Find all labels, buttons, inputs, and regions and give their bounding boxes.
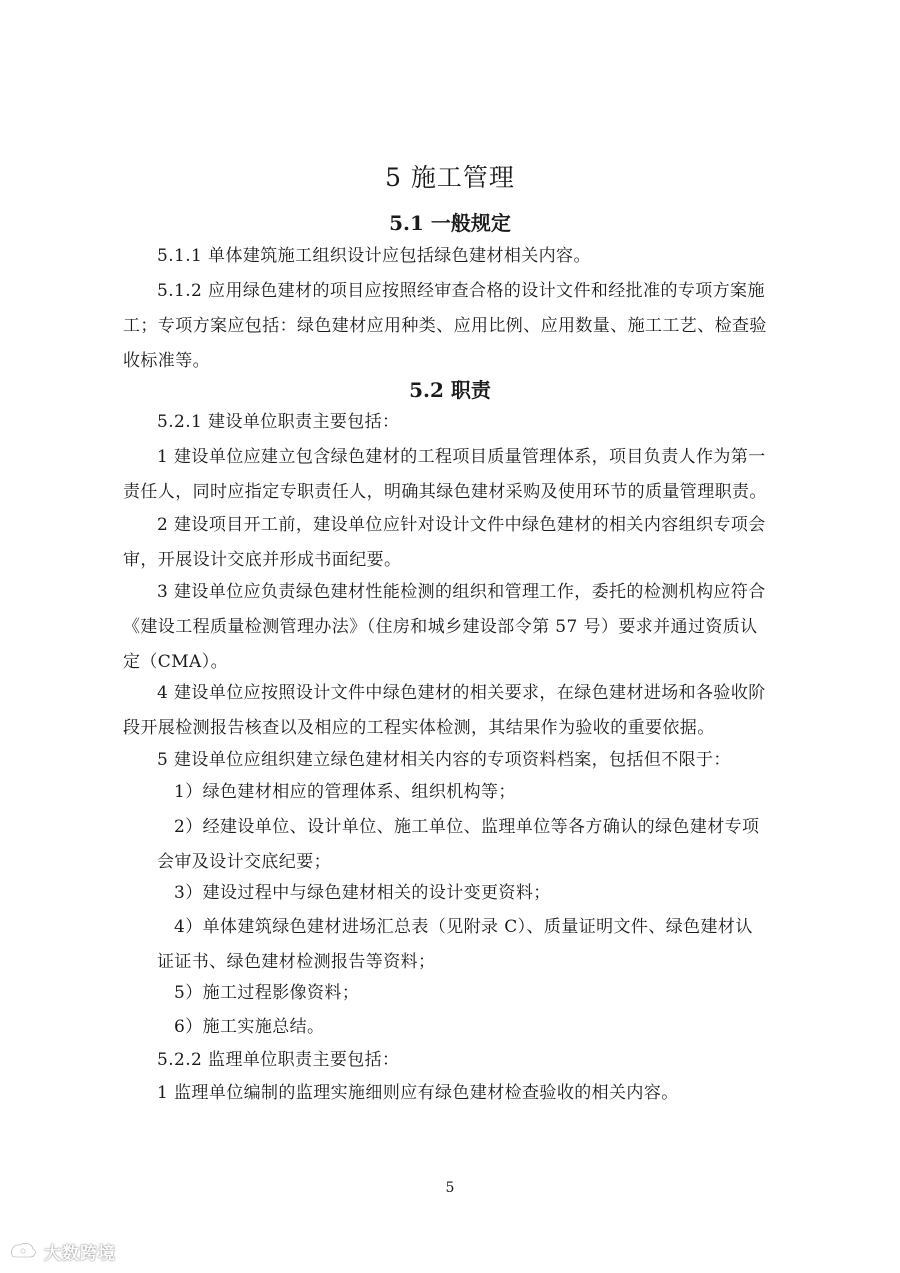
text-line: 3 建设单位应负责绿色建材性能检测的组织和管理工作，委托的检测机构应符合: [157, 582, 766, 602]
list-item-1: [123, 440, 793, 510]
text-line: 6）施工实施总结。: [174, 1017, 325, 1037]
list-item-3: [123, 575, 793, 680]
section-title-5-1: 5.1 一般规定: [389, 211, 511, 235]
text-line: 5.2.1 建设单位职责主要包括：: [157, 412, 400, 432]
section-title-5-2: 5.2 职责: [409, 378, 491, 402]
sub-item-2: [123, 810, 793, 880]
text-line: 1）绿色建材相应的管理体系、组织机构等；: [174, 782, 516, 802]
clause-5-1-1: [123, 239, 827, 274]
text-line: 5）施工过程影像资料；: [174, 983, 360, 1003]
text-line: 会审及设计交底纪要；: [157, 852, 331, 872]
text-line: 工；专项方案应包括：绿色建材应用种类、应用比例、应用数量、施工工艺、检查验: [123, 316, 767, 336]
clause-5-1-2: [123, 274, 793, 379]
sub-item-5: [123, 976, 844, 1011]
watermark: [8, 1238, 116, 1264]
text-line: 证证书、绿色建材检测报告等资料；: [157, 952, 436, 972]
text-line: 5.1.1 单体建筑施工组织设计应包括绿色建材相关内容。: [157, 246, 591, 266]
text-line: 2 建设项目开工前，建设单位应针对设计文件中绿色建材的相关内容组织专项会: [157, 515, 766, 535]
sub-item-4: [123, 910, 793, 980]
text-line: 4 建设单位应按照设计文件中绿色建材的相关要求，在绿色建材进场和各验收阶: [157, 683, 766, 703]
watermark-text: 大数跨境: [44, 1243, 116, 1264]
list-item-2: [123, 508, 793, 578]
sub-item-6: [123, 1010, 844, 1045]
text-line: 1 监理单位编制的监理实施细则应有绿色建材检查验收的相关内容。: [157, 1083, 679, 1103]
list-item-5: [123, 743, 827, 778]
text-line: 收标准等。: [123, 351, 210, 371]
text-line: 5.1.2 应用绿色建材的项目应按照经审查合格的设计文件和经批准的专项方案施: [157, 281, 765, 301]
text-line: 段开展检测报告核查以及相应的工程实体检测，其结果作为验收的重要依据。: [123, 718, 715, 738]
text-line: 定（CMA）。: [123, 652, 228, 672]
text-line: 责任人，同时应指定专职责任人，明确其绿色建材采购及使用环节的质量管理职责。: [123, 482, 767, 502]
text-line: 3）建设过程中与绿色建材相关的设计变更资料；: [174, 883, 551, 903]
text-line: 1 建设单位应建立包含绿色建材的工程项目质量管理体系，项目负责人作为第一: [157, 447, 766, 467]
text-line: 5 建设单位应组织建立绿色建材相关内容的专项资料档案，包括但不限于：: [157, 750, 731, 770]
clause-5-2-1: [123, 405, 827, 440]
supervision-item-1: [123, 1076, 827, 1111]
list-item-4: [123, 676, 793, 746]
chapter-title: 5 施工管理: [385, 163, 515, 192]
brand-logo-icon: [8, 1240, 38, 1262]
text-line: 《建设工程质量检测管理办法》（住房和城乡建设部令第 57 号）要求并通过资质认: [123, 617, 758, 637]
text-line: 5.2.2 监理单位职责主要包括：: [157, 1050, 400, 1070]
page-number: 5: [445, 1180, 455, 1196]
text-line: 4）单体建筑绿色建材进场汇总表（见附录 C）、质量证明文件、绿色建材认: [174, 917, 753, 937]
text-line: 2）经建设单位、设计单位、施工单位、监理单位等各方确认的绿色建材专项: [174, 817, 760, 837]
sub-item-3: [123, 876, 844, 911]
clause-5-2-2: [123, 1043, 827, 1078]
text-line: 审，开展设计交底并形成书面纪要。: [123, 550, 402, 570]
sub-item-1: [123, 775, 844, 810]
